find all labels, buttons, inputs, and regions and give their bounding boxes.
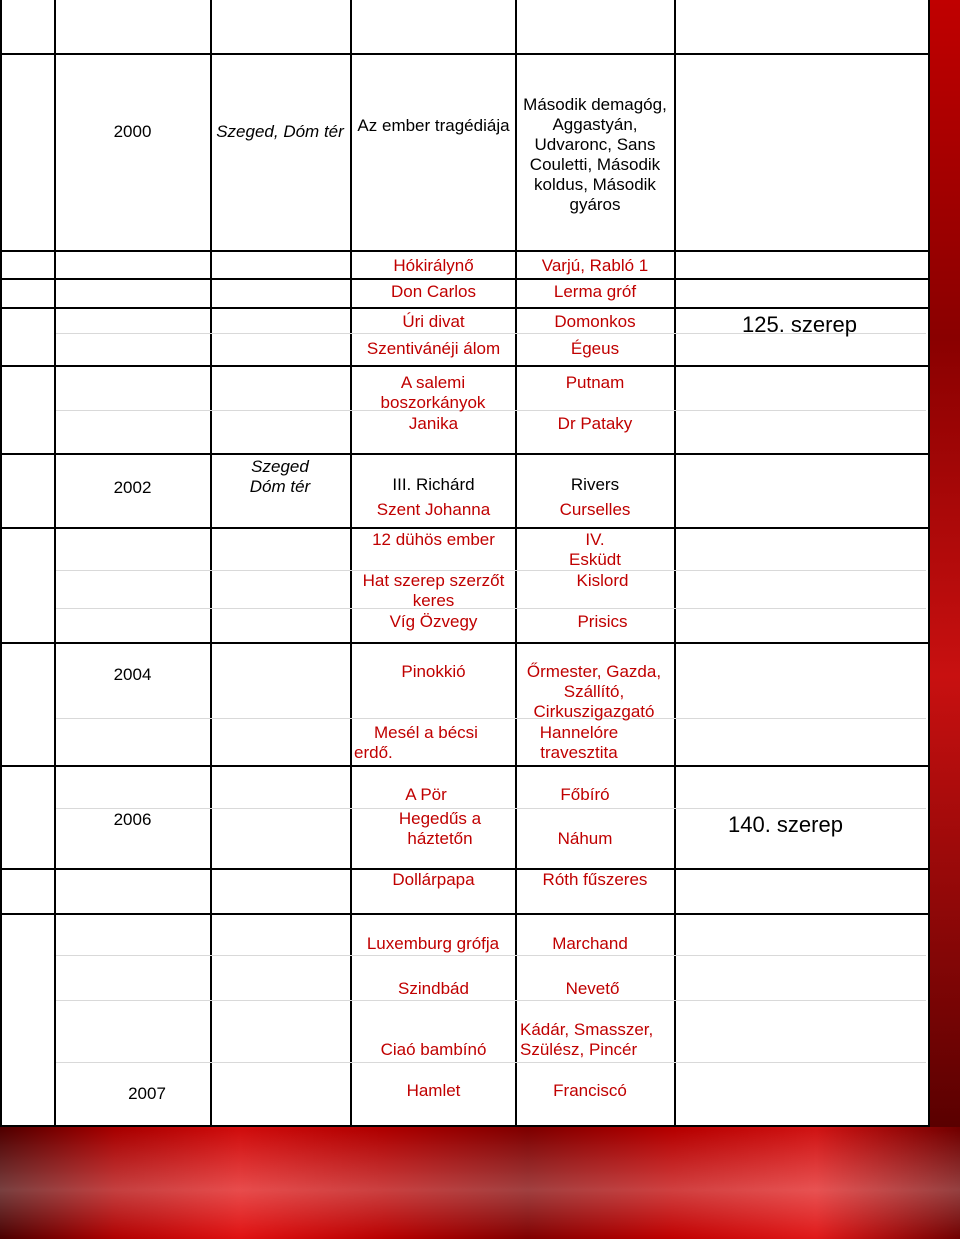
play-cell: Pinokkió [401, 662, 466, 681]
play-cell: Hat szerep szerzőt keres [362, 571, 505, 610]
role-cell: Dr Pataky [557, 414, 633, 433]
play-cell: Don Carlos [390, 282, 477, 301]
role-cell: Nevető [565, 979, 620, 998]
play-cell: Hegedűs a háztetőn [398, 809, 482, 848]
faint-grid-line [56, 955, 926, 956]
role-cell: Prisics [577, 612, 628, 631]
role-cell: Róth fűszeres [542, 870, 648, 889]
role-cell: Marchand [552, 934, 628, 953]
grid-line [0, 527, 930, 529]
grid-line [674, 0, 676, 1127]
grid-line [515, 0, 517, 1127]
play-cell: Hamlet [406, 1081, 461, 1100]
play-cell: Szent Johanna [376, 500, 491, 519]
play-cell: Hókirálynő [393, 256, 474, 275]
role-cell: Hannelóre travesztita [539, 723, 619, 762]
play-cell: Luxemburg grófja [366, 934, 500, 953]
role-cell: Égeus [570, 339, 620, 358]
faint-grid-line [56, 1000, 926, 1001]
play-cell: Az ember tragédiája [357, 116, 510, 135]
role-cell: Náhum [557, 829, 613, 848]
role-cell: Főbíró [560, 785, 610, 804]
grid-line [0, 307, 930, 309]
role-cell: Kislord [576, 571, 629, 590]
grid-line [210, 0, 212, 1127]
year-cell: 2006 [113, 810, 152, 829]
play-cell: 12 dühös ember [372, 530, 495, 549]
role-cell: IV. Esküdt [569, 530, 621, 569]
faint-grid-line [56, 718, 926, 719]
grid-line [54, 0, 56, 1127]
grid-line [0, 453, 930, 455]
play-cell: Szindbád [398, 979, 469, 998]
milestone-label: 125. szerep [742, 312, 857, 337]
play-cell: Janika [408, 414, 459, 433]
role-cell: Őrmester, Gazda, Szállító, Cirkuszigazgató [526, 662, 662, 721]
grid-line [0, 365, 930, 367]
play-cell: III. Richárd [392, 475, 475, 494]
grid-line [0, 250, 930, 252]
year-cell: 2007 [128, 1084, 166, 1103]
role-cell: Második demagóg, Aggastyán, Udvaronc, Sans Couletti, Második koldus, Második gyáros [523, 95, 667, 214]
play-cell: Szentivánéji álom [366, 339, 501, 358]
grid-line [0, 0, 2, 1127]
grid-line [928, 0, 930, 1127]
year-cell: 2004 [113, 665, 152, 684]
red-side-band [930, 0, 960, 1127]
role-cell: Varjú, Rabló 1 [541, 256, 649, 275]
role-cell: Domonkos [554, 312, 636, 331]
play-cell: Dollárpapa [392, 870, 475, 889]
role-cell: Lerma gróf [553, 282, 637, 301]
play-cell: Úri divat [402, 312, 465, 331]
faint-grid-line [56, 1062, 926, 1063]
year-cell: 2002 [113, 478, 152, 497]
play-cell: Ciaó bambínó [380, 1040, 487, 1059]
year-cell: 2000 [113, 122, 152, 141]
grid-line [0, 642, 930, 644]
grid-line [0, 53, 930, 55]
role-cell: Rivers [570, 475, 620, 494]
milestone-label: 140. szerep [728, 812, 843, 837]
role-cell: Kádár, Smasszer, Szülész, Pincér [520, 1020, 654, 1059]
grid-line [0, 765, 930, 767]
play-cell: Mesél a bécsi erdő. [354, 723, 478, 762]
venue-cell: Szeged, Dóm tér [216, 122, 344, 141]
grid-line [0, 913, 930, 915]
role-cell: Franciscó [553, 1081, 627, 1100]
grid-line [0, 1125, 930, 1127]
play-cell: Víg Özvegy [389, 612, 478, 631]
venue-cell: Szeged Dóm tér [249, 457, 311, 496]
grid-line [0, 278, 930, 280]
role-cell: Curselles [559, 500, 631, 519]
play-cell: A salemi boszorkányok [380, 373, 486, 412]
play-cell: A Pör [405, 785, 447, 804]
grid-line [350, 0, 352, 1127]
role-cell: Putnam [565, 373, 625, 392]
